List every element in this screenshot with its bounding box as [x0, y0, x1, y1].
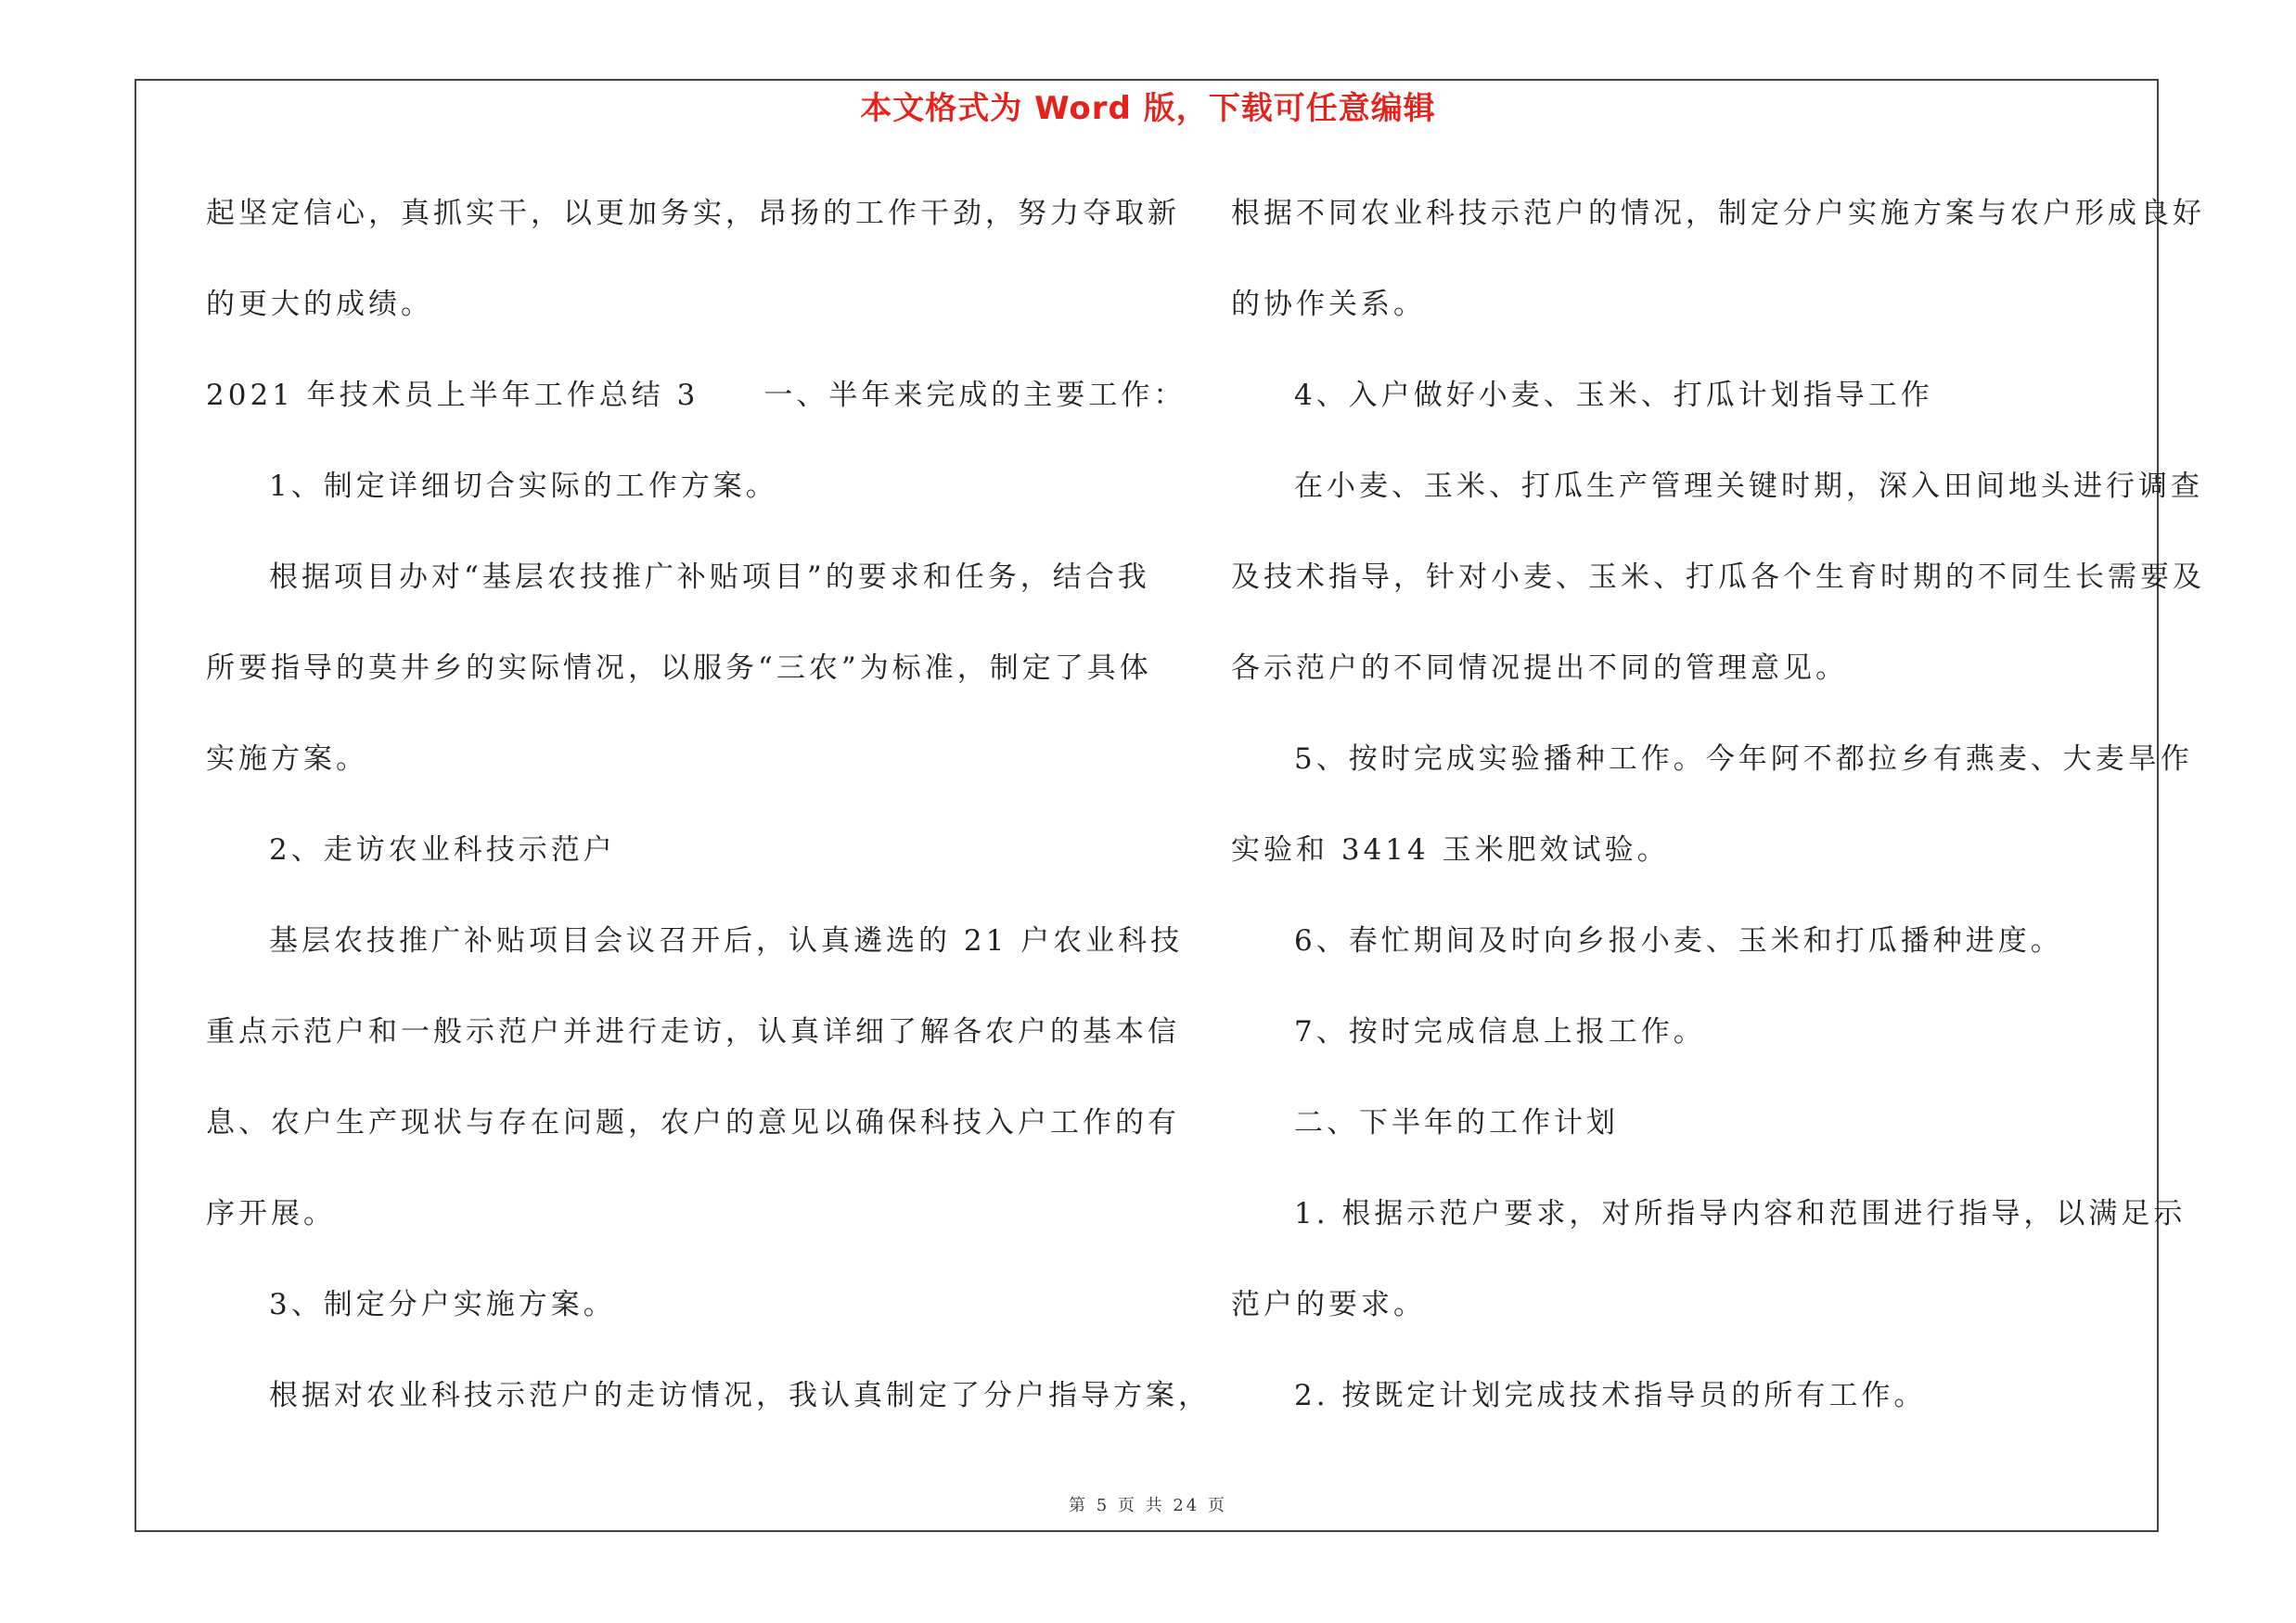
paragraph-line: 实施方案。: [206, 742, 368, 776]
section-heading: 一、半年来完成的主要工作：: [763, 379, 1186, 412]
paragraph-line: 根据对农业科技示范户的走访情况，我认真制定了分户指导方案，: [269, 1379, 1211, 1412]
paragraph-line: 的协作关系。: [1231, 288, 1426, 321]
word-format-banner: 本文格式为 Word 版，下载可任意编辑: [860, 90, 1436, 127]
item-heading: 6、春忙期间及时向乡报小麦、玉米和打瓜播种进度。: [1294, 924, 2063, 958]
paragraph-line: 实验和 3414 玉米肥效试验。: [1231, 833, 1670, 867]
item-heading: 2、走访农业科技示范户: [269, 833, 616, 867]
item-heading: 2. 按既定计划完成技术指导员的所有工作。: [1294, 1379, 1927, 1412]
item-heading: 1. 根据示范户要求，对所指导内容和范围进行指导，以满足示: [1294, 1197, 2187, 1230]
paragraph-line: 根据项目办对“基层农技推广补贴项目”的要求和任务，结合我: [269, 560, 1150, 594]
item-heading: 7、按时完成信息上报工作。: [1294, 1015, 1706, 1049]
article-title: 2021 年技术员上半年工作总结 3: [206, 379, 699, 412]
item-heading: 3、制定分户实施方案。: [269, 1288, 616, 1321]
right-column: [1231, 186, 2205, 1459]
paragraph-line: 序开展。: [206, 1197, 336, 1230]
paragraph-line: 息、农户生产现状与存在问题，农户的意见以确保科技入户工作的有: [206, 1106, 1180, 1140]
paragraph-line: 重点示范户和一般示范户并进行走访，认真详细了解各农户的基本信: [206, 1015, 1180, 1049]
paragraph-line: 及技术指导，针对小麦、玉米、打瓜各个生育时期的不同生长需要及: [1231, 560, 2205, 594]
paragraph-line: 根据不同农业科技示范户的情况，制定分户实施方案与农户形成良好: [1231, 197, 2205, 230]
title-and-section-line: [206, 367, 1186, 458]
section-heading: 二、下半年的工作计划: [1294, 1106, 1619, 1140]
paragraph-line: 起坚定信心，真抓实干，以更加务实，昂扬的工作干劲，努力夺取新: [206, 197, 1180, 230]
item-heading: 4、入户做好小麦、玉米、打瓜计划指导工作: [1294, 379, 1933, 412]
item-heading: 5、按时完成实验播种工作。今年阿不都拉乡有燕麦、大麦旱作: [1294, 742, 2193, 776]
paragraph-line: 基层农技推广补贴项目会议召开后，认真遴选的 21 户农业科技: [269, 924, 1184, 958]
paragraph-line: 所要指导的莫井乡的实际情况，以服务“三农”为标准，制定了具体: [206, 651, 1152, 685]
paragraph-line: 在小麦、玉米、打瓜生产管理关键时期，深入田间地头进行调查: [1294, 470, 2203, 503]
paragraph-line: 各示范户的不同情况提出不同的管理意见。: [1231, 651, 1848, 685]
left-column: [206, 186, 1211, 1459]
page-number-footer: 第 5 页 共 24 页: [1069, 1496, 1227, 1515]
paragraph-line: 范户的要求。: [1231, 1288, 1426, 1321]
paragraph-line: 的更大的成绩。: [206, 288, 433, 321]
item-heading: 1、制定详细切合实际的工作方案。: [269, 470, 778, 503]
